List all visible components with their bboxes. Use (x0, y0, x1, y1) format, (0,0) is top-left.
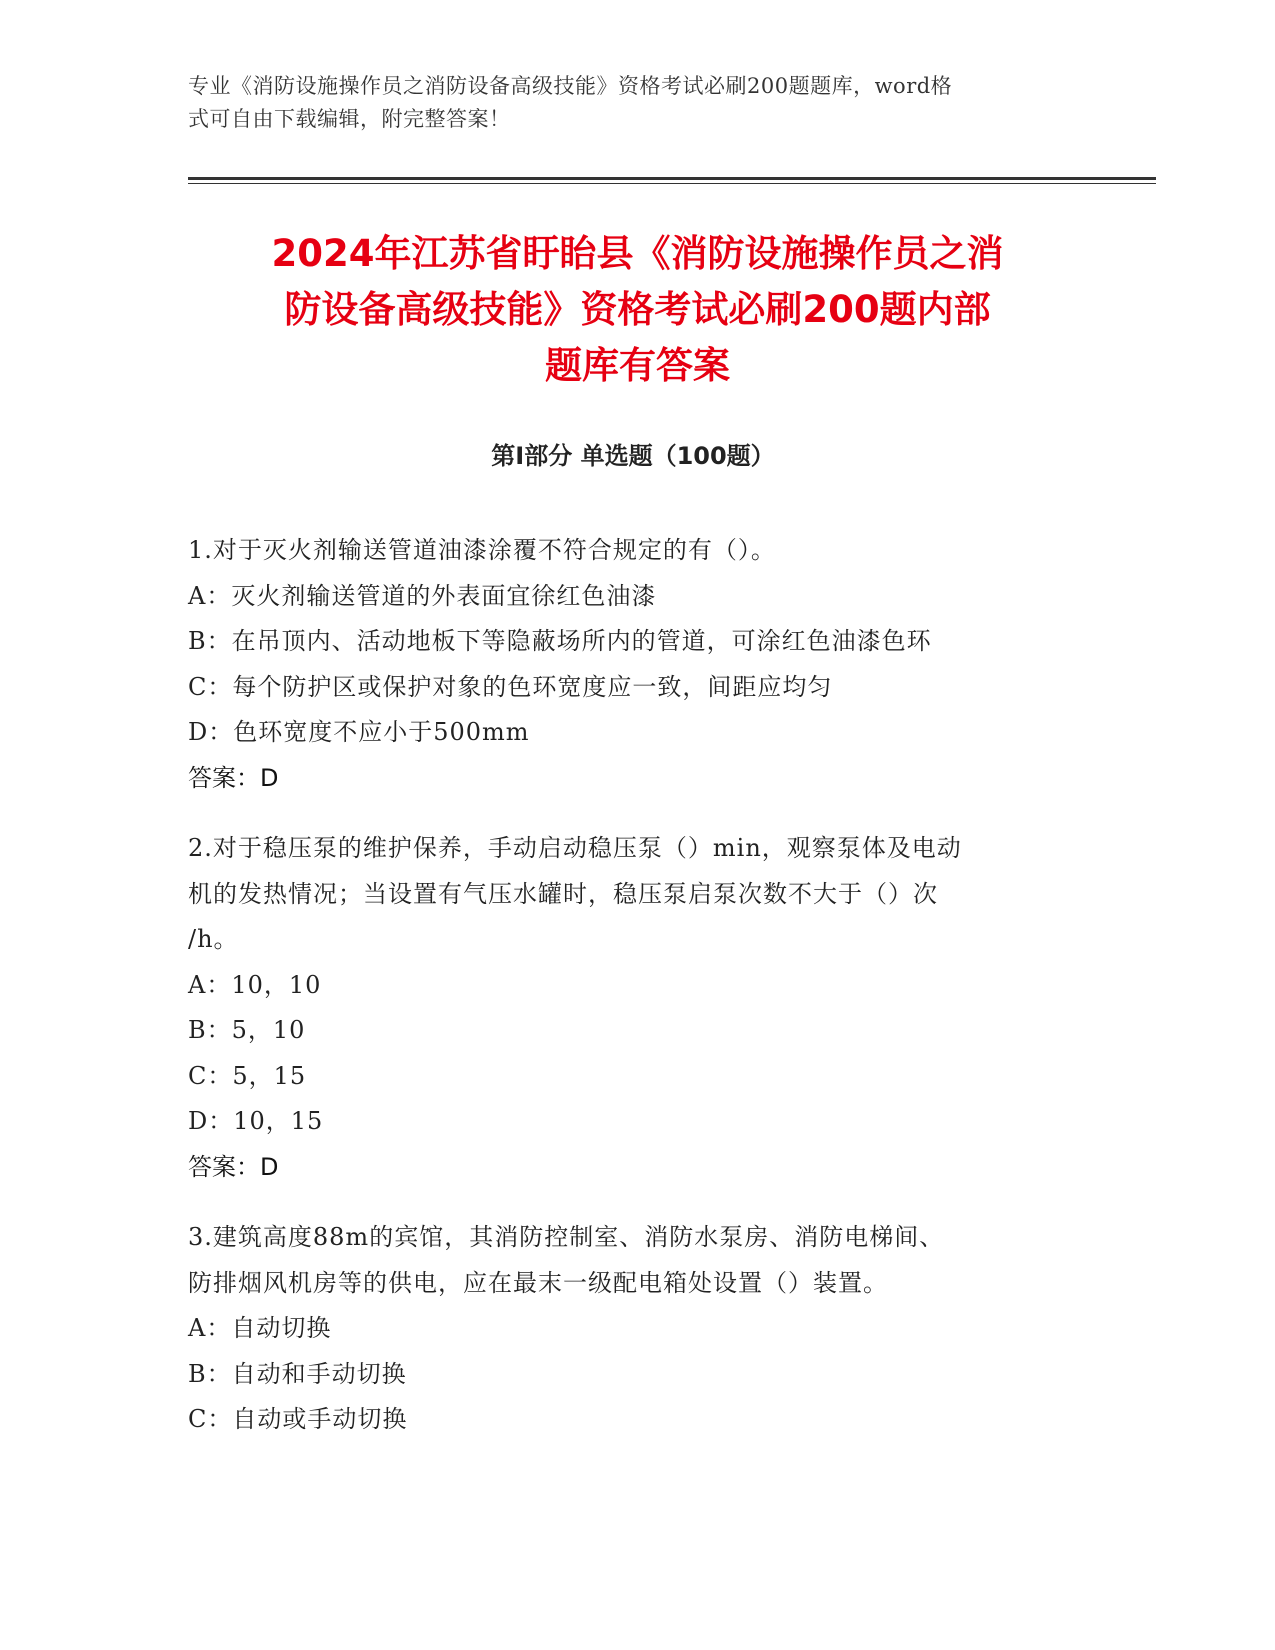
title-line: 2024年江苏省盱眙县《消防设施操作员之消 (271, 232, 1004, 275)
answer-option: B：在吊顶内、活动地板下等隐蔽场所内的管道，可涂红色油漆色环 (188, 627, 932, 655)
header-rule-thick (188, 177, 1156, 180)
answer-option: B：5，10 (188, 1016, 306, 1044)
answer-option: C：5，15 (188, 1061, 307, 1090)
answer-option: C：自动或手动切换 (188, 1405, 408, 1433)
question-text: 1.对于灭火剂输送管道油漆涂覆不符合规定的有（）。 (188, 536, 776, 564)
answer-option: A：自动切换 (188, 1314, 332, 1342)
answer-option: D：色环宽度不应小于500mm (188, 718, 530, 746)
header-rule-thin (188, 183, 1156, 184)
answer-key: 答案：D (188, 763, 279, 792)
answer-option: A：10，10 (188, 970, 322, 999)
question-block (188, 826, 1068, 1190)
question-text: 防排烟风机房等的供电，应在最末一级配电箱处设置（）装置。 (188, 1268, 888, 1297)
header-note-line: 专业《消防设施操作员之消防设备高级技能》资格考试必刷200题题库，word格 (188, 74, 953, 98)
answer-key: 答案：D (188, 1152, 279, 1181)
answer-option: A：灭火剂输送管道的外表面宜徐红色油漆 (188, 581, 657, 610)
document-title (170, 226, 1105, 394)
question-block (188, 1215, 1068, 1443)
header-note-line: 式可自由下载编辑，附完整答案！ (188, 107, 511, 131)
section-title: 第Ⅰ部分 单选题（100题） (491, 442, 775, 470)
header-note (188, 70, 1078, 136)
question-text: 机的发热情况；当设置有气压水罐时，稳压泵启泵次数不大于（）次 (188, 879, 938, 908)
answer-option: B：自动和手动切换 (188, 1359, 407, 1388)
question-text: 3.建筑高度88m的宾馆，其消防控制室、消防水泵房、消防电梯间、 (188, 1223, 945, 1251)
question-text: /h。 (188, 925, 239, 953)
question-list (188, 528, 1068, 1468)
question-text: 2.对于稳压泵的维护保养，手动启动稳压泵（）min，观察泵体及电动 (188, 834, 962, 862)
title-line: 防设备高级技能》资格考试必刷200题内部 (284, 288, 991, 331)
answer-option: D：10，15 (188, 1107, 324, 1135)
answer-option: C：每个防护区或保护对象的色环宽度应一致，间距应均匀 (188, 672, 833, 701)
title-line: 题库有答案 (545, 344, 730, 387)
question-block (188, 528, 1068, 801)
